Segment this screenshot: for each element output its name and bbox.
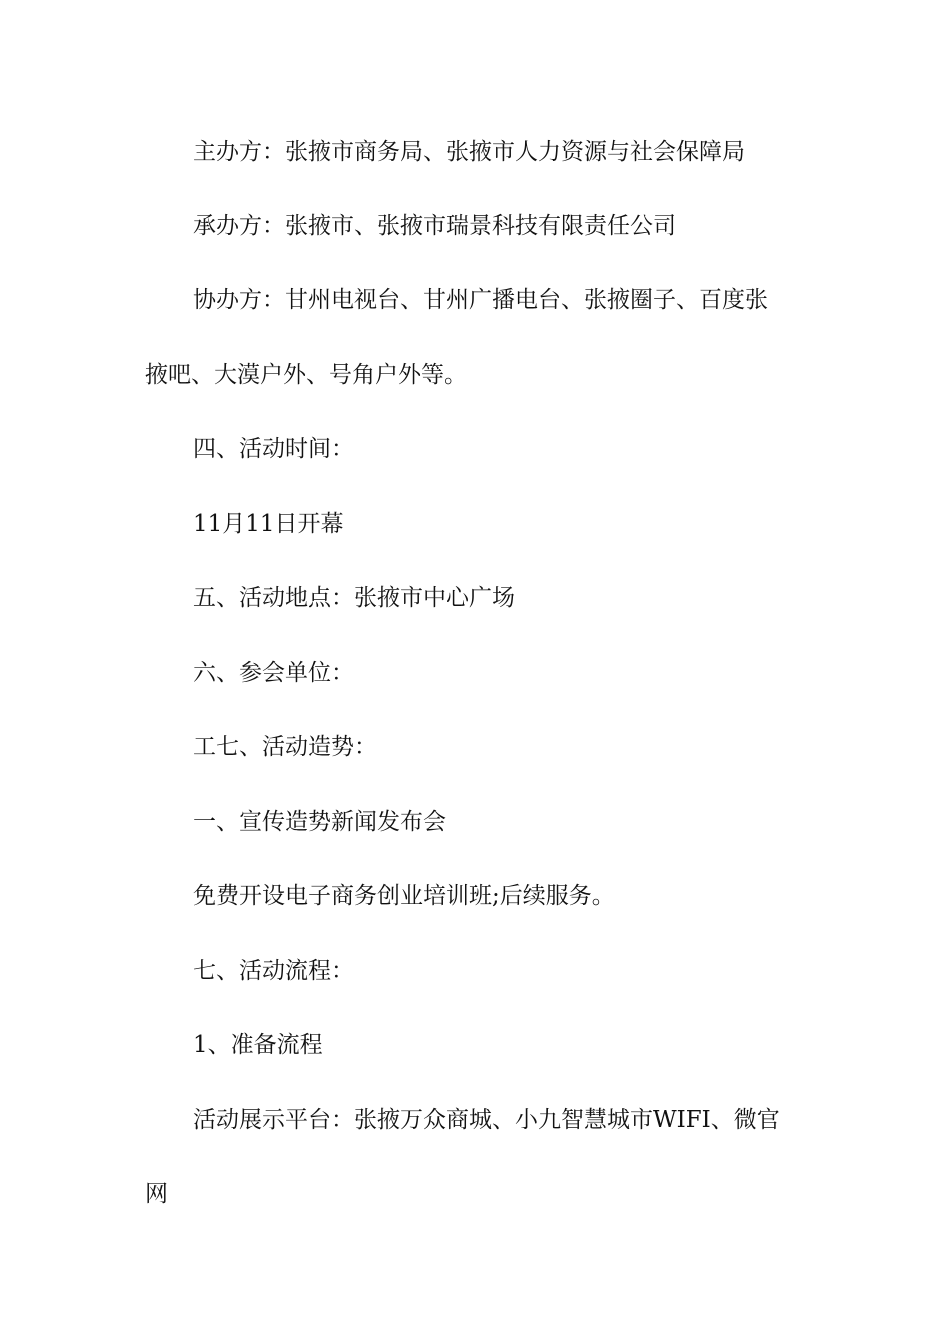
section-heading-venue: 五、活动地点：张掖市中心广场 [193, 585, 515, 611]
section-heading-time: 四、活动时间： [193, 436, 354, 462]
section-heading-participants: 六、参会单位： [193, 660, 354, 686]
event-date: 11月11日开幕 [193, 511, 344, 537]
section-heading-process: 七、活动流程： [193, 958, 354, 984]
co-organizer-line-continued: 掖吧、大漠户外、号角户外等。 [145, 362, 467, 388]
press-conference-item: 一、宣传造势新闻发布会 [193, 809, 446, 835]
section-heading-promotion: 工七、活动造势： [193, 734, 377, 760]
platform-line: 活动展示平台：张掖万众商城、小九智慧城市WIFI、微官 [193, 1107, 780, 1133]
platform-line-continued: 网 [145, 1181, 168, 1207]
training-item: 免费开设电子商务创业培训班;后续服务。 [193, 883, 615, 909]
undertaker-line: 承办方：张掖市、张掖市瑞景科技有限责任公司 [193, 213, 676, 239]
preparation-step: 1、准备流程 [193, 1032, 323, 1058]
organizer-line: 主办方：张掖市商务局、张掖市人力资源与社会保障局 [193, 139, 745, 165]
co-organizer-line: 协办方：甘州电视台、甘州广播电台、张掖圈子、百度张 [193, 287, 768, 313]
